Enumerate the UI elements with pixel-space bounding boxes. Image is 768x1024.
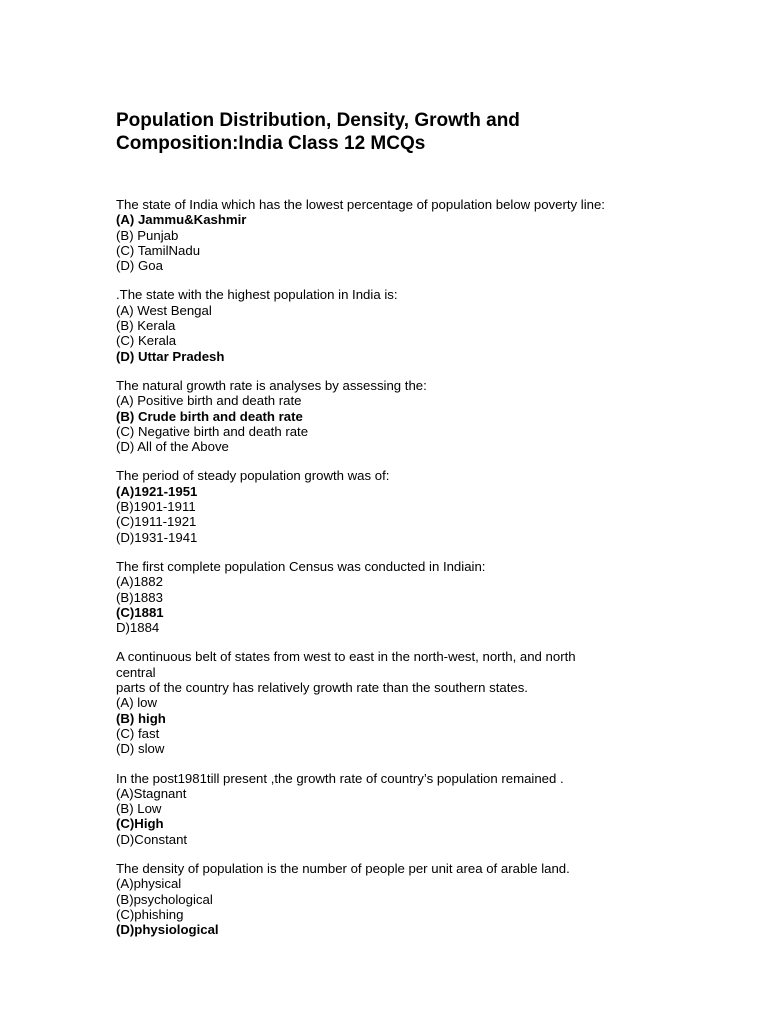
answer-option: (D)Constant [116,831,188,847]
question-text: The period of steady population growth was of: [116,468,390,484]
answer-option-correct: (C)1881 [116,604,164,620]
question-block [116,197,736,273]
answer-option: (A) Positive birth and death rate [116,393,302,409]
question-block [116,649,736,756]
answer-option-correct: (A) Jammu&Kashmir [116,212,247,228]
question-text: parts of the country has relatively growth rate than the southern states. [116,680,528,696]
answer-option-correct: (A)1921-1951 [116,483,198,499]
question-text: central [116,664,156,680]
answer-option-correct: (B) Crude birth and death rate [116,408,303,424]
answer-option: (B) Low [116,801,162,817]
answer-option: (D)1931-1941 [116,529,198,545]
answer-option: (A)Stagnant [116,785,187,801]
answer-option: (B) Kerala [116,318,176,334]
answer-option: (D) All of the Above [116,439,229,455]
answer-option: (B)psychological [116,891,213,907]
answer-option: (C) Kerala [116,333,177,349]
answer-option: (A)1882 [116,574,163,590]
answer-option: (C) TamilNadu [116,242,201,258]
question-text: The first complete population Census was conducted in Indiain: [116,558,486,574]
question-text: The state of India which has the lowest percentage of population below poverty line: [116,197,605,212]
answer-option: (D) slow [116,741,165,757]
answer-option-correct: (D)physiological [116,922,219,938]
page-title [116,109,736,155]
question-block [116,559,736,635]
page-title-line: Composition:India Class 12 MCQs [116,133,426,154]
question-block [116,378,736,454]
answer-option: (A)physical [116,876,182,892]
answer-option: (C) fast [116,725,160,741]
question-text: The density of population is the number of people per unit area of arable land. [116,860,570,876]
answer-option: D)1884 [116,620,160,636]
question-block [116,468,736,544]
answer-option-correct: (B) high [116,710,166,726]
answer-option: (B) Punjab [116,227,179,243]
answer-option: (B)1883 [116,589,163,605]
answer-option-correct: (D) Uttar Pradesh [116,348,225,364]
answer-option: (A) West Bengal [116,302,212,318]
question-block [116,771,736,847]
question-list [116,197,736,937]
answer-option: (C)1911-1921 [116,514,197,530]
question-block [116,861,736,937]
question-text: .The state with the highest population in India is: [116,287,398,303]
question-block [116,287,736,363]
page-title-line: Population Distribution, Density, Growth and [116,110,520,131]
question-text: In the post1981till present ,the growth rate of country’s population remained . [116,770,564,786]
question-text: A continuous belt of states from west to east in the north-west, north, and north [116,649,576,665]
answer-option: (B)1901-1911 [116,499,196,515]
answer-option: (A) low [116,695,158,711]
answer-option: (C)phishing [116,906,184,922]
answer-option: (C) Negative birth and death rate [116,423,309,439]
document-page [116,109,736,951]
question-text: The natural growth rate is analyses by assessing the: [116,377,427,393]
answer-option: (D) Goa [116,258,163,274]
answer-option-correct: (C)High [116,816,164,832]
